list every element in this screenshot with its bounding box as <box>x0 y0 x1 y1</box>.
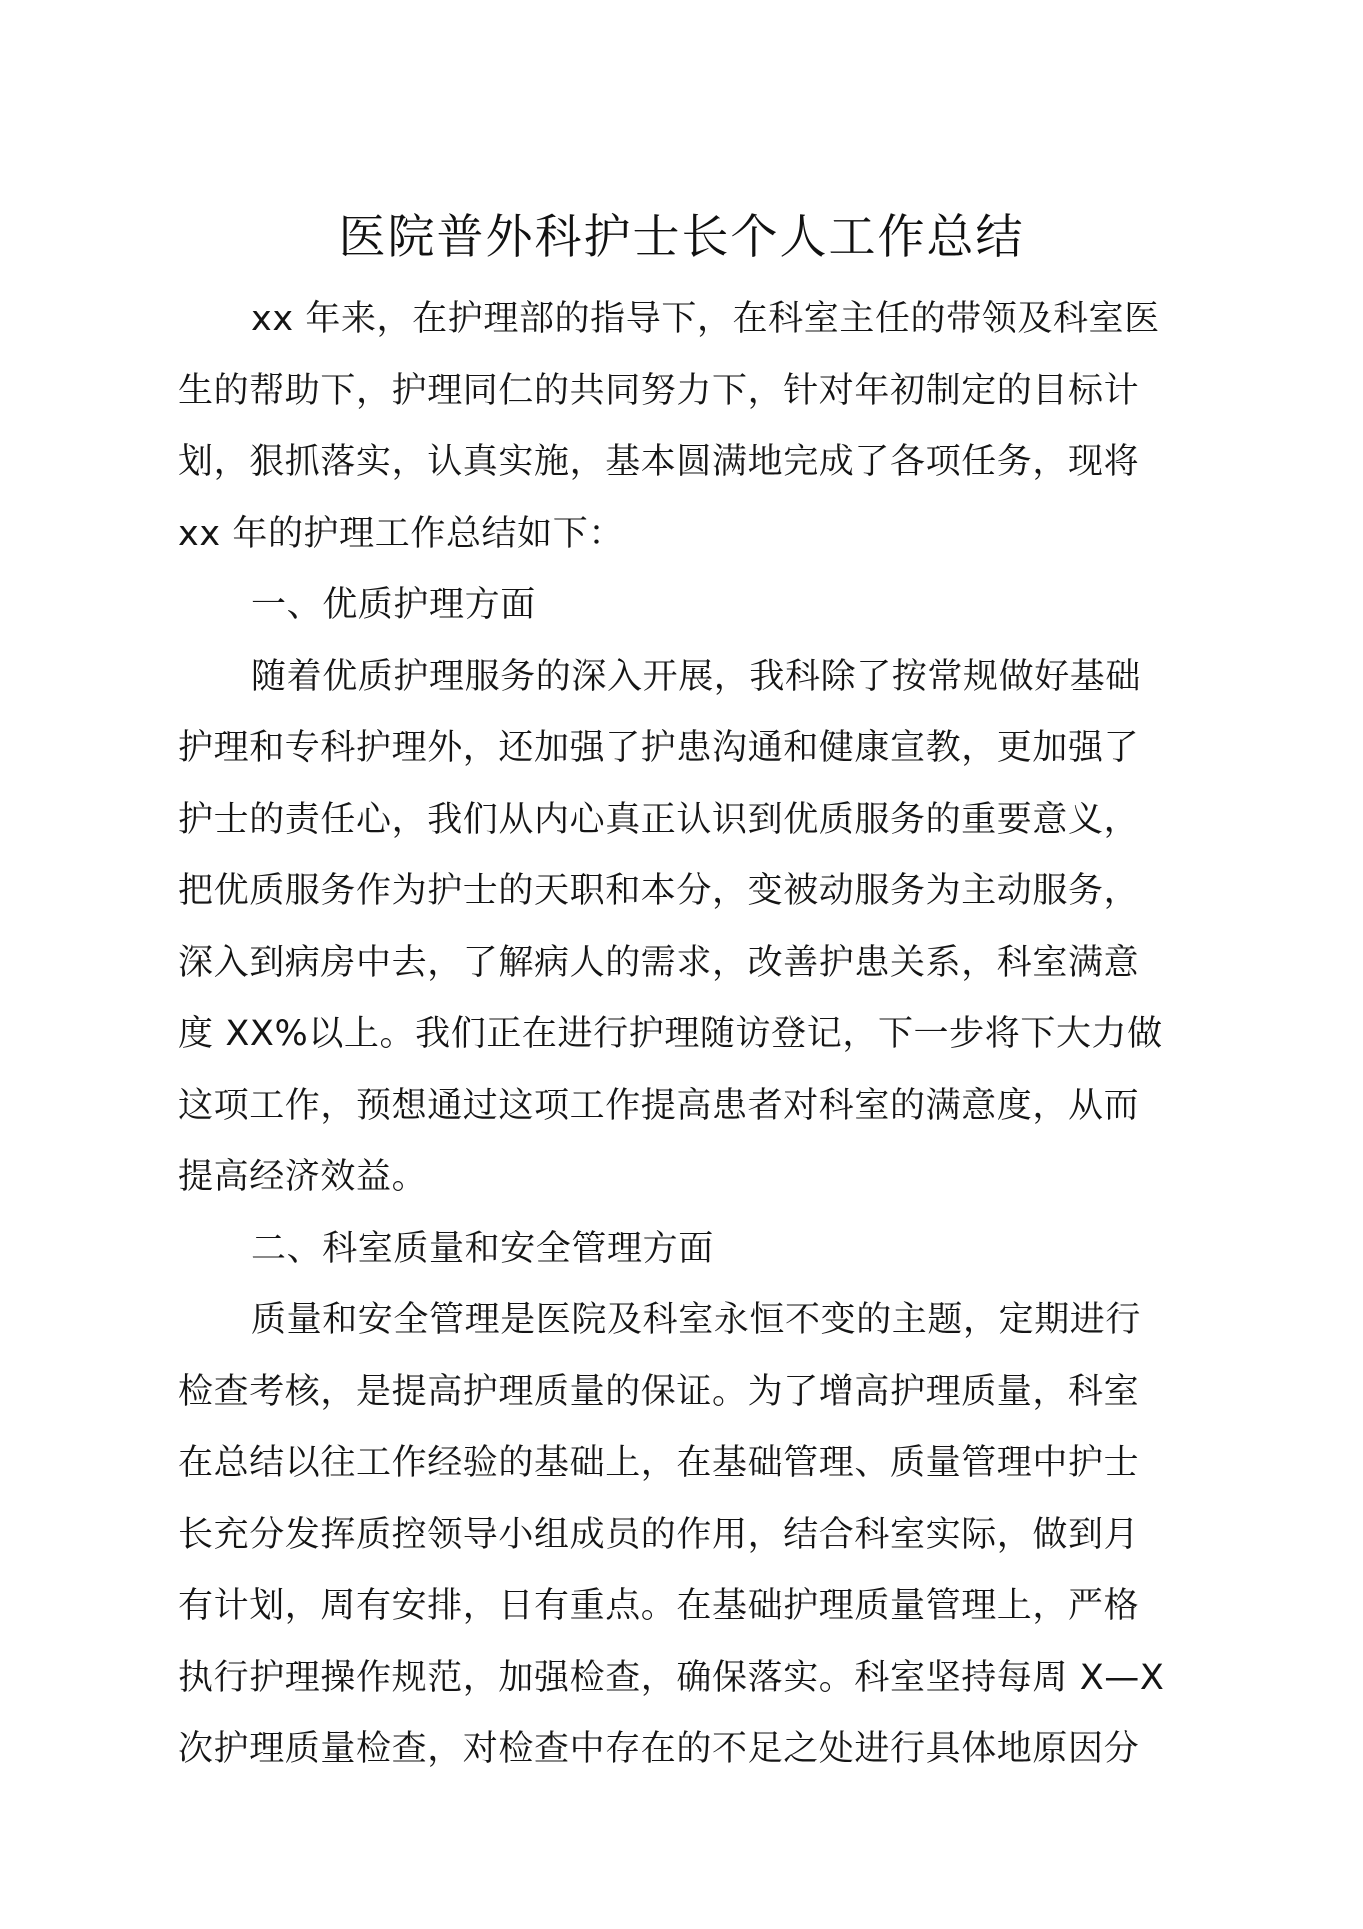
paragraph-section1-line-5: 深入到病房中去，了解病人的需求，改善护患关系，科室满意 <box>178 942 1140 983</box>
document-body <box>178 284 1198 1786</box>
paragraph-intro-line-2: 生的帮助下，护理同仁的共同努力下，针对年初制定的目标计 <box>178 370 1140 411</box>
paragraph-section1-line-8: 提高经济效益。 <box>178 1157 428 1197</box>
paragraph-section2-line-6: 执行护理操作规范，加强检查，确保落实。科室坚持每周 X—X <box>178 1657 1165 1698</box>
paragraph-section2-line-2: 检查考核，是提高护理质量的保证。为了增高护理质量，科室 <box>178 1371 1140 1412</box>
paragraph-section1-line-2: 护理和专科护理外，还加强了护患沟通和健康宣教，更加强了 <box>178 728 1140 768</box>
paragraph-section1-line-1: 随着优质护理服务的深入开展，我科除了按常规做好基础 <box>251 656 1142 697</box>
section-heading-2: 二、科室质量和安全管理方面 <box>251 1228 714 1269</box>
paragraph-section2-line-7: 次护理质量检查，对检查中存在的不足之处进行具体地原因分 <box>178 1729 1140 1769</box>
paragraph-section2-line-1: 质量和安全管理是医院及科室永恒不变的主题，定期进行 <box>251 1300 1142 1340</box>
paragraph-section1-line-3: 护士的责任心，我们从内心真正认识到优质服务的重要意义， <box>178 799 1140 840</box>
section-heading-1: 一、优质护理方面 <box>251 585 536 625</box>
paragraph-intro-line-1: xx 年来，在护理部的指导下，在科室主任的带领及科室医 <box>251 299 1160 339</box>
paragraph-section1-line-4: 把优质服务作为护士的天职和本分，变被动服务为主动服务， <box>178 871 1140 911</box>
paragraph-section1-line-6: 度 XX%以上。我们正在进行护理随访登记，下一步将下大力做 <box>178 1014 1163 1054</box>
document-title: 医院普外科护士长个人工作总结 <box>338 210 1025 265</box>
paragraph-section2-line-4: 长充分发挥质控领导小组成员的作用，结合科室实际，做到月 <box>178 1514 1140 1555</box>
paragraph-section1-line-7: 这项工作，预想通过这项工作提高患者对科室的满意度，从而 <box>178 1085 1140 1126</box>
paragraph-section2-line-5: 有计划，周有安排，日有重点。在基础护理质量管理上，严格 <box>178 1586 1140 1626</box>
paragraph-section2-line-3: 在总结以往工作经验的基础上，在基础管理、质量管理中护士 <box>178 1443 1140 1483</box>
paragraph-intro-line-4: xx 年的护理工作总结如下： <box>178 513 624 554</box>
paragraph-intro-line-3: 划，狠抓落实，认真实施，基本圆满地完成了各项任务，现将 <box>178 442 1140 482</box>
